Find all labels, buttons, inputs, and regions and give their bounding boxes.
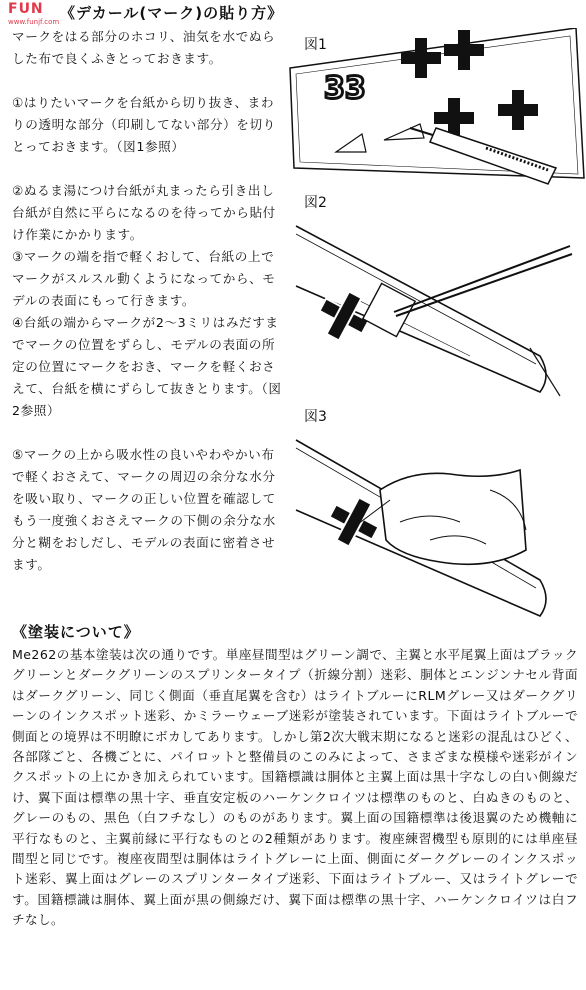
step-3: ③マークの端を指で軽くおして、台紙の上でマークがスルスル動くようになってから、モデルの表面にもって行きます。 bbox=[12, 249, 276, 308]
step-1: ①はりたいマークを台紙から切り抜き、まわりの透明な部分（印刷してない部分）を切りとっておきます。（図1参照） bbox=[12, 95, 276, 154]
figure-3-wing-cloth-illustration bbox=[290, 430, 582, 620]
decal-number-text: 33 bbox=[324, 71, 366, 106]
painting-body-text: Me262の基本塗装は次の通りです。単座昼間型はグリーン調で、主翼と水平尾翼上面はブラックグリーンとダークグリーンのスプリンタータイプ（折線分割）迷彩、胴体とエンジンナセル背面はダークグリーン、同じく側面（垂直尾翼を含む）はライトブルーにRLMグレー又はダークグリーンのインクスポット迷彩、かミラーウェーブ迷彩が塗装されています。下面はライトブルーで側面との境界は不明瞭にボカしてあります。しかし第2次大戦末期になると迷彩の混乱はひどく、各部隊ごと、各機ごとに、パイロットと整備員のこのみによって、さまざまな模様や迷彩がインクスポットの上にかき加えられています。国籍標識は胴体と主翼上面は黒十字なしの白い側線だけ、翼下面は標準の黒十字、垂直安定板のハーケンクロイツは標準のものと、白ぬきのものと、グレーのもの、黒色（白フチなし）のものがあります。翼上面の国籍標準は後退翼のため機軸に平行なものと、主翼前縁に平行なものとの2種類があります。複座練習機型も原則的には単座昼間型と同じです。複座夜間型は胴体はライトグレーに上面、側面にダークグレーのインクスポット迷彩、翼上面はグレーのスプリンタータイプ迷彩、下面はライトブルー、又はライトグレーです。国籍標識は胴体、翼上面が黒の側線だけ、翼下面は標準の黒十字、ハーケンクロイツは白フチなし。 bbox=[12, 647, 578, 928]
figure-1-decal-sheet-illustration bbox=[286, 28, 586, 198]
step-intro: マークをはる部分のホコリ、油気を水でぬらした布で良くふきとっておきます。 bbox=[12, 29, 276, 66]
watermark-logo: FUN bbox=[8, 1, 44, 17]
figure-2-label: 図2 bbox=[304, 195, 327, 211]
step-5: ⑤マークの上から吸水性の良いやわやかい布で軽くおさえて、マークの周辺の余分な水分を吸い取り、マークの正しい位置を確認してもう一度強くおさえマークの下側の余分な水分と糊をおしだし、モデルの表面に密着させます。 bbox=[12, 447, 276, 572]
watermark-url: www.funjf.com bbox=[8, 18, 60, 26]
step-4: ④台紙の端からマークが2～3ミリはみだすまでマークの位置をずらし、モデルの表面の所定の位置にマークをおき、マークを軽くおさえて、台紙を横にずらして抜きとります。（図2参照） bbox=[12, 315, 282, 418]
step-2: ②ぬるま湯につけ台紙が丸まったら引き出し台紙が自然に平らになるのを待ってから貼付け作業にかかります。 bbox=[12, 183, 276, 242]
figure-1-label: 図1 bbox=[304, 37, 327, 53]
figure-2-wing-tweezers-illustration bbox=[290, 216, 582, 406]
figure-3-label: 図3 bbox=[304, 409, 327, 425]
section-heading-decal: 《デカール(マーク)の貼り方》 bbox=[60, 4, 284, 22]
section-heading-painting: 《塗装について》 bbox=[12, 623, 140, 641]
